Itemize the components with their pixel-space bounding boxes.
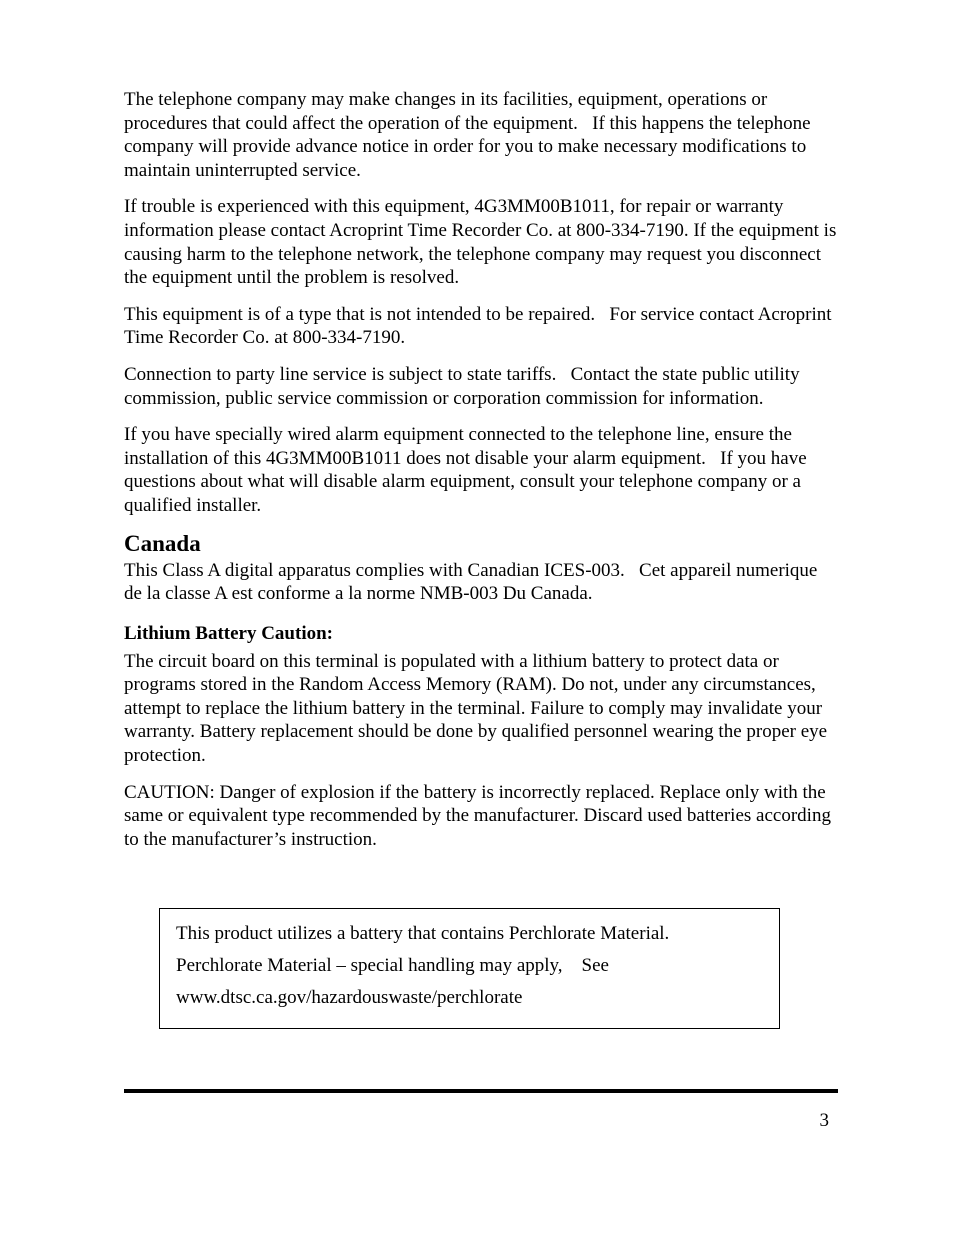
- section-heading-lithium-battery: Lithium Battery Caution:: [124, 622, 333, 644]
- footer-divider: [124, 1089, 838, 1093]
- paragraph-alarm-equipment: If you have specially wired alarm equipment connected to the telephone line, ensure the installation of this 4G3MM00B1011 does not disable your alarm equipment. If you have questions about what will disable alarm equipment, consult your telephone company or a qualified installer.: [124, 424, 812, 516]
- section-heading-canada: Canada: [124, 530, 201, 556]
- paragraph-canada-compliance: This Class A digital apparatus complies with Canadian ICES-003. Cet appareil numerique de la classe A est conforme a la norme NMB-003 Du Canada.: [124, 559, 823, 605]
- paragraph-telephone-changes: The telephone company may make changes in its facilities, equipment, operations or procedures that could affect the operation of the equipment. If this happens the telephone company will provide advance notice in order for you to make necessary modifications to maintain uninterrupted service.: [124, 89, 816, 181]
- perchlorate-notice-box: [159, 908, 780, 1029]
- page-number: 3: [819, 1110, 829, 1131]
- paragraph-caution-explosion: CAUTION: Danger of explosion if the battery is incorrectly replaced. Replace only with the same or equivalent type recommended by the manufacturer. Discard used batteries according to the manufacturer’s instruction.: [124, 781, 836, 850]
- paragraph-lithium-battery: The circuit board on this terminal is populated with a lithium battery to protect data or programs stored in the Random Access Memory (RAM). Do not, under any circumstances, attempt to replace the lithium battery in the terminal. Failure to comply may invalidate your warranty. Battery replacement should be done by qualified personnel wearing the proper eye protection.: [124, 650, 832, 767]
- notice-line-2: Perchlorate Material – special handling may apply, See: [176, 955, 609, 976]
- notice-line-1: This product utilizes a battery that contains Perchlorate Material.: [176, 923, 670, 944]
- paragraph-not-repairable: This equipment is of a type that is not intended to be repaired. For service contact Acroprint Time Recorder Co. at 800-334-7190.: [124, 303, 836, 349]
- paragraph-party-line: Connection to party line service is subject to state tariffs. Contact the state public utility commission, public service commission or corporation commission for information.: [124, 363, 805, 409]
- document-body: [124, 88, 840, 864]
- notice-line-3: www.dtsc.ca.gov/hazardouswaste/perchlorate: [176, 987, 523, 1008]
- paragraph-trouble-repair: If trouble is experienced with this equipment, 4G3MM00B1011, for repair or warranty information please contact Acroprint Time Recorder Co. at 800-334-7190. If the equipment is causing harm to the telephone network, the telephone company may request you disconnect the equipment until the problem is resolved.: [124, 196, 842, 289]
